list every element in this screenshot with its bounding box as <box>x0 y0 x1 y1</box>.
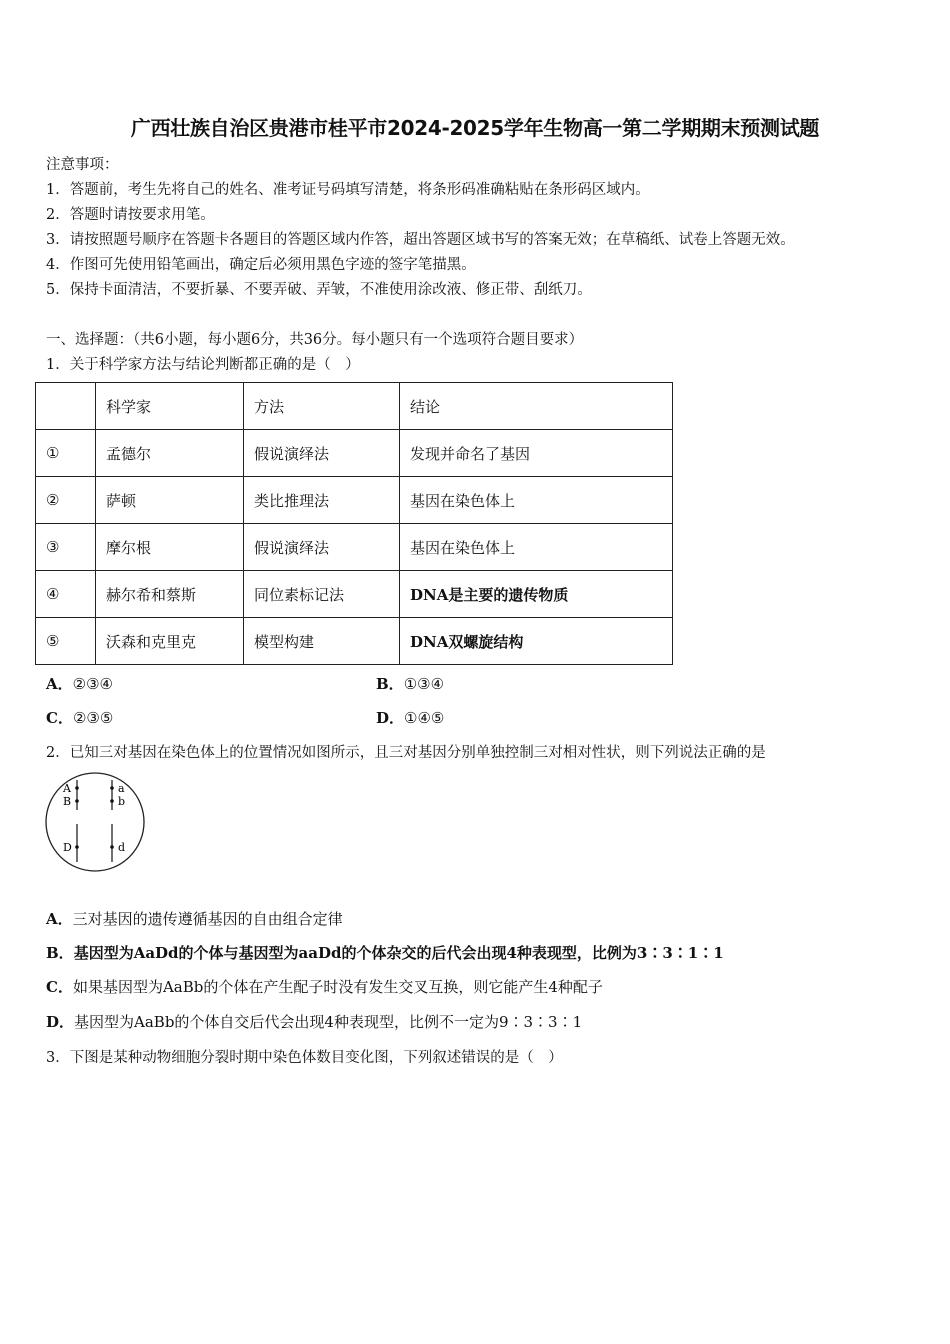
table-cell: 类比推理法 <box>244 477 400 524</box>
gene-label-A: A <box>63 782 71 795</box>
table-cell: 基因在染色体上 <box>400 524 673 571</box>
option-text: ①④⑤ <box>404 709 445 727</box>
table-header-cell: 科学家 <box>96 383 244 430</box>
table-header-cell: 结论 <box>400 383 673 430</box>
table-cell: 赫尔希和蔡斯 <box>96 571 244 618</box>
table-header-row <box>36 383 673 430</box>
option-text: ②③⑤ <box>72 709 114 727</box>
table-cell: 同位素标记法 <box>244 571 400 618</box>
notes-heading: 注意事项： <box>46 157 119 173</box>
table-cell: ③ <box>36 524 96 571</box>
note-item: 3．请按照题号顺序在答题卡各题目的答题区域内作答，超出答题区域书写的答案无效；在草稿纸、试卷上答题无效。 <box>46 232 795 248</box>
page-title: 广西壮族自治区贵港市桂平市2024-2025学年生物高一第二学期期末预测试题 <box>130 116 820 140</box>
gene-locus <box>75 845 79 849</box>
table-cell: 假说演绎法 <box>244 430 400 477</box>
table-cell: ④ <box>36 571 96 618</box>
table-row <box>36 571 673 618</box>
option-label: B． <box>376 675 404 693</box>
table-cell: ① <box>36 430 96 477</box>
table-cell: 基因在染色体上 <box>400 477 673 524</box>
section-heading: 一、选择题：（共6小题，每小题6分，共36分。每小题只有一个选项符合题目要求） <box>46 332 584 348</box>
question-2-stem: 2．已知三对基因在染色体上的位置情况如图所示，且三对基因分别单独控制三对相对性状，则下列说法正确的是 <box>46 745 766 761</box>
gene-locus <box>75 799 79 803</box>
question-1-stem: 1．关于科学家方法与结论判断都正确的是（ ） <box>46 357 360 373</box>
option-label: D． <box>46 1013 75 1031</box>
table-row <box>36 524 673 571</box>
option-text: 基因型为AaBb的个体自交后代会出现4种表现型，比例不一定为9∶3∶3∶1 <box>74 1013 583 1031</box>
q1-option-d[interactable] <box>376 707 444 728</box>
table-cell: 沃森和克里克 <box>96 618 244 665</box>
table-cell: 发现并命名了基因 <box>400 430 673 477</box>
table-row <box>36 477 673 524</box>
q2-option-d[interactable] <box>46 1011 582 1032</box>
table-cell: 萨顿 <box>96 477 244 524</box>
table-cell: 假说演绎法 <box>244 524 400 571</box>
option-text: ①③④ <box>403 675 445 693</box>
option-label: C． <box>46 709 73 727</box>
note-item: 5．保持卡面清洁，不要折暴、不要弄破、弄皱，不准使用涂改液、修正带、刮纸刀。 <box>46 282 592 298</box>
table-cell: ② <box>36 477 96 524</box>
q1-option-b[interactable] <box>376 673 444 694</box>
option-label: A． <box>46 910 73 928</box>
gene-label-b: b <box>118 795 126 808</box>
table-cell: 摩尔根 <box>96 524 244 571</box>
gene-label-B: B <box>63 795 72 808</box>
table-row <box>36 618 673 665</box>
option-text: 基因型为AaDd的个体与基因型为aaDd的个体杂交的后代会出现4种表现型，比例为3∶3∶1∶1 <box>73 944 724 962</box>
gene-locus <box>110 799 114 803</box>
option-text: 如果基因型为AaBb的个体在产生配子时没有发生交叉互换，则它能产生4种配子 <box>72 978 603 996</box>
note-item: 1．答题前，考生先将自己的姓名、准考证号码填写清楚，将条形码准确粘贴在条形码区域内。 <box>46 182 650 198</box>
chromosome-figure <box>43 772 149 872</box>
option-label: D． <box>376 709 405 727</box>
cell-outline <box>46 773 144 871</box>
gene-locus <box>110 845 114 849</box>
option-text: 三对基因的遗传遵循基因的自由组合定律 <box>72 910 343 928</box>
question-3-stem: 3．下图是某种动物细胞分裂时期中染色体数目变化图，下列叙述错误的是（ ） <box>46 1050 563 1066</box>
option-label: A． <box>46 675 73 693</box>
table-header-cell <box>36 383 96 430</box>
gene-locus <box>75 786 79 790</box>
q2-option-c[interactable] <box>46 976 603 997</box>
table-cell: 模型构建 <box>244 618 400 665</box>
q1-option-c[interactable] <box>46 707 113 728</box>
table-cell: ⑤ <box>36 618 96 665</box>
table-cell: DNA是主要的遗传物质 <box>400 571 673 618</box>
option-label: C． <box>46 978 73 996</box>
table-header-cell: 方法 <box>244 383 400 430</box>
gene-label-d: d <box>118 841 126 854</box>
option-text: ②③④ <box>72 675 113 693</box>
q2-option-b[interactable] <box>46 942 724 963</box>
gene-locus <box>110 786 114 790</box>
gene-label-D: D <box>63 841 72 854</box>
option-label: B． <box>46 944 74 962</box>
q1-option-a[interactable] <box>46 673 113 694</box>
table-cell: 孟德尔 <box>96 430 244 477</box>
note-item: 2．答题时请按要求用笔。 <box>46 207 215 223</box>
table-cell: DNA双螺旋结构 <box>400 618 673 665</box>
q2-option-a[interactable] <box>46 908 343 929</box>
table-row <box>36 430 673 477</box>
note-item: 4．作图可先使用铅笔画出，确定后必须用黑色字迹的签字笔描黑。 <box>46 257 476 273</box>
question-1-table <box>35 382 673 665</box>
gene-label-a: a <box>118 782 125 795</box>
